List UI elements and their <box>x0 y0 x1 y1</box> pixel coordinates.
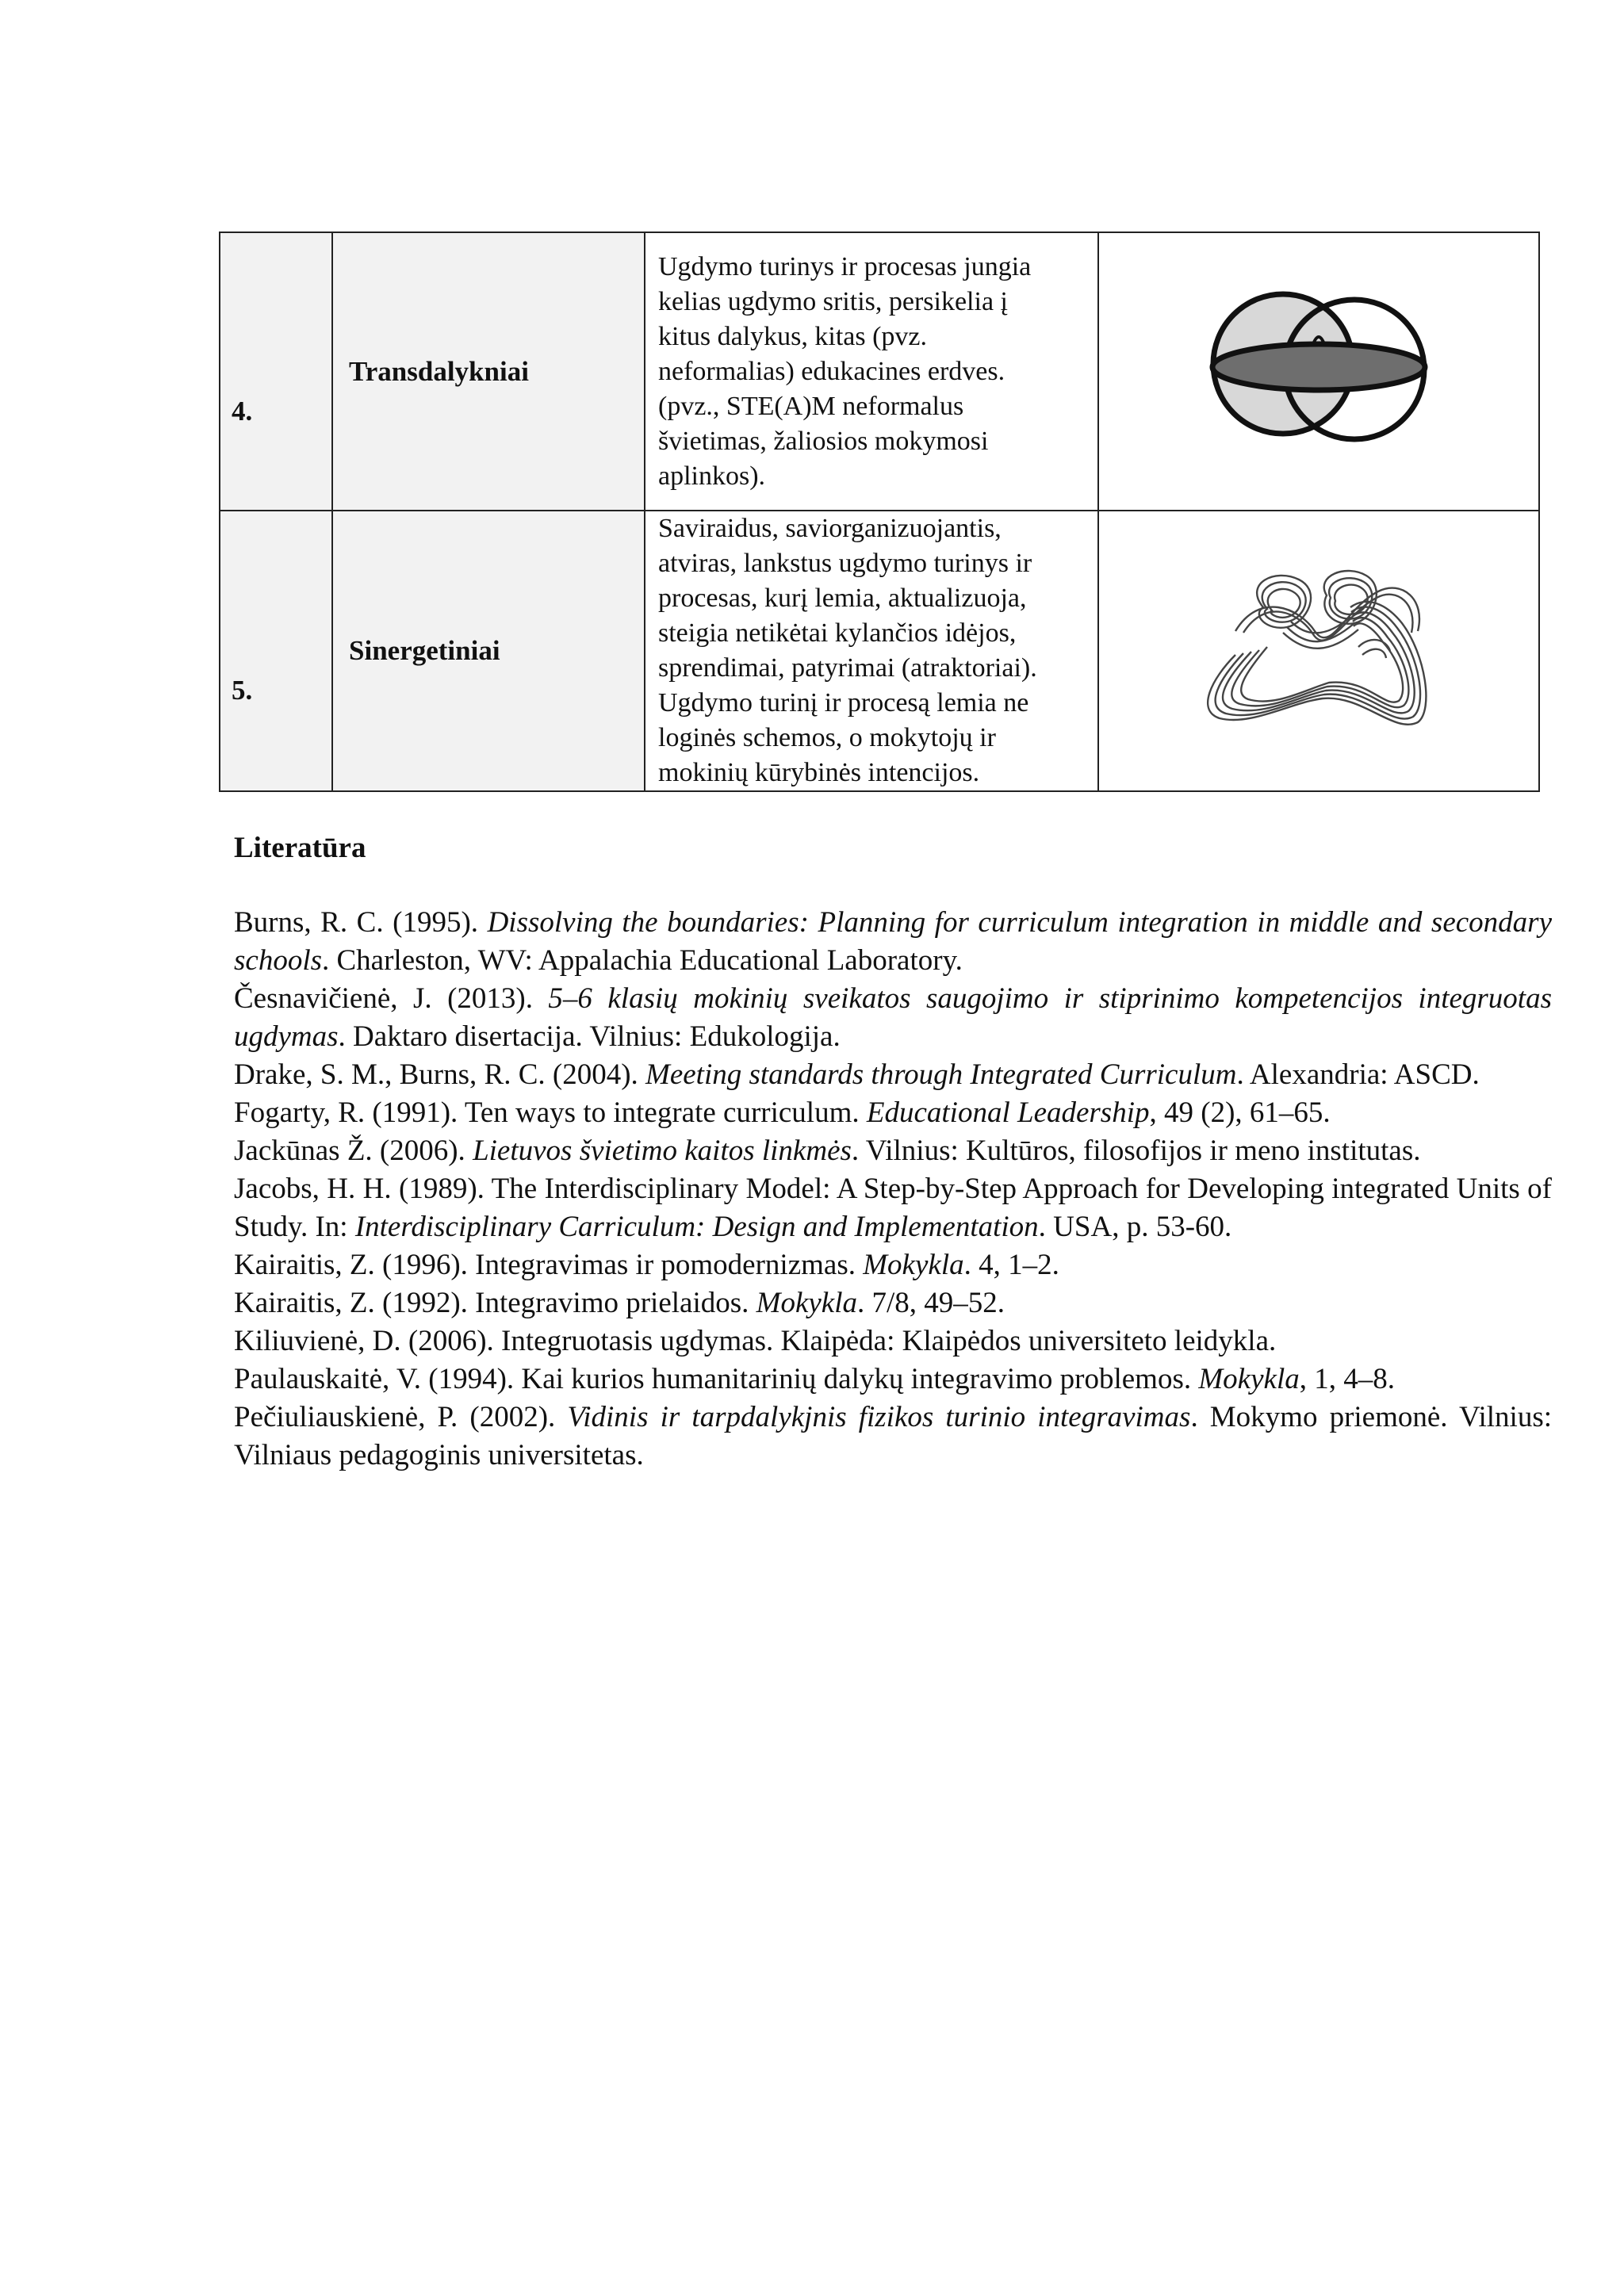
reference-item: Paulauskaitė, V. (1994). Kai kurios humanitarinių dalykų integravimo problemos. Mokykla, 1, 4–8. <box>234 1363 1395 1395</box>
description-line: atviras, lankstus ugdymo turinys ir <box>658 549 1032 578</box>
row-description <box>645 232 1098 511</box>
table-row <box>220 232 1539 511</box>
reference-item: Kiliuvienė, D. (2006). Integruotasis ugdymas. Klaipėda: Klaipėdos universiteto leidykla. <box>234 1325 1277 1357</box>
description-line: mokinių kūrybinės intencijos. <box>658 758 980 787</box>
row-type-name: Transdalykniai <box>332 232 645 511</box>
table-row <box>220 511 1539 791</box>
description-line: sprendimai, patyrimai (atraktoriai). <box>658 653 1037 683</box>
description-line: kitus dalykus, kitas (pvz. <box>658 321 928 351</box>
reference-item: Burns, R. C. (1995). Dissolving the boundaries: Planning for curriculum integration in middle and secondary schools. Charleston, WV: Appalachia Educational Laboratory. <box>234 906 1552 977</box>
description-line: Ugdymo turinys ir procesas jungia <box>658 251 1032 281</box>
description-line: švietimas, žaliosios mokymosi <box>658 426 989 456</box>
description-line: kelias ugdymo sritis, persikelia į <box>658 286 1008 316</box>
reference-item: Česnavičienė, J. (2013). 5–6 klasių mokinių sveikatos saugojimo ir stiprinimo kompetencijos integruotas ugdymas. Daktaro disertacija. Vilnius: Edukologija. <box>234 982 1552 1053</box>
description-line: procesas, kurį lemia, aktualizuoja, <box>658 584 1027 613</box>
reference-item: Kairaitis, Z. (1992). Integravimo prielaidos. Mokykla. 7/8, 49–52. <box>234 1287 1005 1319</box>
reference-item: Drake, S. M., Burns, R. C. (2004). Meeting standards through Integrated Curriculum. Alexandria: ASCD. <box>234 1058 1480 1091</box>
reference-item: Jacobs, H. H. (1989). The Interdisciplinary Model: A Step-by-Step Approach for Developing integrated Units of Study. In: Interdisciplinary Carriculum: Design and Implementation. USA, p. 53-60. <box>234 1173 1552 1243</box>
row-figure <box>1098 511 1539 791</box>
integration-types-table <box>219 232 1540 792</box>
description-line: Ugdymo turinį ir procesą lemia ne <box>658 688 1029 718</box>
description-line: (pvz., STE(A)M neformalus <box>658 391 964 421</box>
strange-attractor-icon <box>1188 560 1450 742</box>
description-line: steigia netikėtai kylančios idėjos, <box>658 618 1017 648</box>
literature-heading: Literatūra <box>234 832 366 864</box>
reference-list <box>234 904 1552 1475</box>
description-line: Saviraidus, saviorganizuojantis, <box>658 514 1002 543</box>
row-description <box>645 511 1098 791</box>
description-line: aplinkos). <box>658 461 766 491</box>
reference-item: Fogarty, R. (1991). Ten ways to integrate curriculum. Educational Leadership, 49 (2), 61–65. <box>234 1096 1331 1129</box>
row-number: 4. <box>220 232 332 511</box>
description-line: loginės schemos, o mokytojų ir <box>658 723 996 752</box>
overlapping-circles-with-ellipse-icon <box>1204 281 1434 463</box>
reference-item: Jackūnas Ž. (2006). Lietuvos švietimo kaitos linkmės. Vilnius: Kultūros, filosofijos ir meno institutas. <box>234 1135 1421 1167</box>
row-number: 5. <box>220 511 332 791</box>
description-line: neformalias) edukacines erdves. <box>658 356 1005 386</box>
row-figure <box>1098 232 1539 511</box>
reference-item: Pečiuliauskienė, P. (2002). Vidinis ir tarpdalykjnis fizikos turinio integravimas. Mokymo priemonė. Vilnius: Vilniaus pedagoginis universitetas. <box>234 1401 1552 1471</box>
row-type-name: Sinergetiniai <box>332 511 645 791</box>
reference-item: Kairaitis, Z. (1996). Integravimas ir pomodernizmas. Mokykla. 4, 1–2. <box>234 1249 1059 1281</box>
